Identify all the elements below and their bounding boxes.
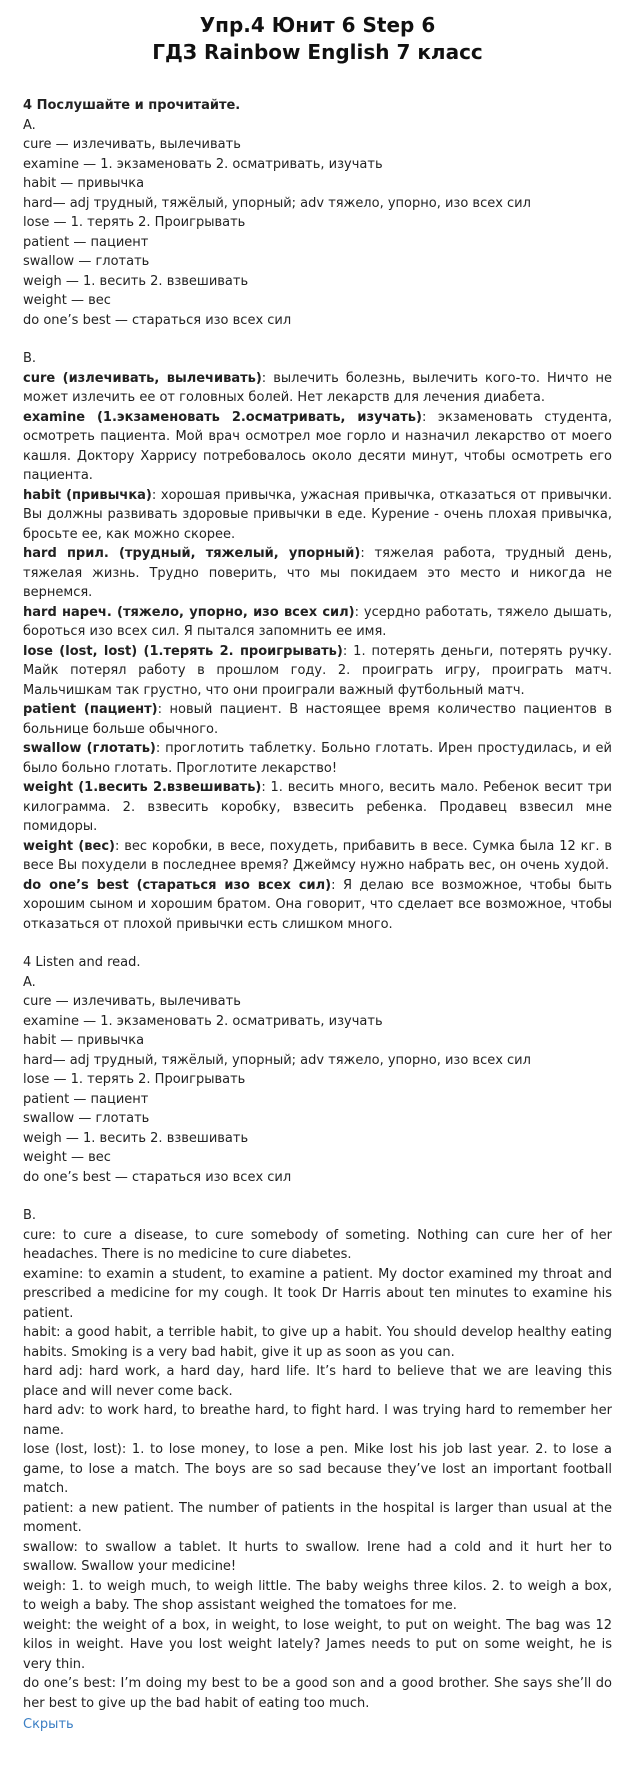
ru-entry-term: examine (1.экзаменовать 2.осматривать, изучать) bbox=[23, 409, 422, 425]
ru-entry bbox=[23, 603, 612, 642]
ru-entry bbox=[23, 837, 612, 876]
en-entry: patient: a new patient. The number of patients in the hospital is larger than usual at the moment. bbox=[23, 1500, 612, 1535]
en-entry: weigh: 1. to weigh much, to weigh little. The baby weighs three kilos. 2. to weigh a box, to weigh a baby. The shop assistant weighed the tomatoes for me. bbox=[23, 1578, 612, 1613]
en-entry: hard adv: to work hard, to breathe hard, to fight hard. I was trying hard to remember her name. bbox=[23, 1403, 612, 1438]
ru-entry-term: hard нареч. (тяжело, упорно, изо всех сил) bbox=[23, 604, 355, 620]
ru-entry bbox=[23, 700, 612, 739]
vocab-item: swallow — глотать bbox=[23, 254, 150, 269]
ru-entry bbox=[23, 486, 612, 545]
vocab-item: do one’s best — стараться изо всех сил bbox=[23, 312, 292, 328]
vocab-item: habit — привычка bbox=[23, 1033, 145, 1048]
ru-heading: 4 Послушайте и прочитайте. bbox=[23, 98, 241, 113]
ru-entry bbox=[23, 739, 612, 778]
vocab-item: lose — 1. терять 2. Проигрывать bbox=[23, 215, 246, 230]
en-entry: weight: the weight of a box, in weight, to lose weight, to put on weight. The bag was 12 kilos in weight. Have you lost weight lately? James needs to put on some weight, he is very thin. bbox=[23, 1617, 612, 1672]
vocab-item: patient — пациент bbox=[23, 234, 149, 250]
en-entry: lose (lost, lost): 1. to lose money, to lose a pen. Mike lost his job last year. 2. to lose a game, to lose a match. The boys are so sad because they’ve lost an important football match. bbox=[23, 1442, 612, 1496]
ru-section bbox=[23, 96, 612, 934]
vocab-item: weigh — 1. весить 2. взвешивать bbox=[23, 1130, 249, 1146]
vocab-item: do one’s best — стараться изо всех сил bbox=[23, 1169, 292, 1185]
vocab-item: hard— adj трудный, тяжёлый, упорный; adv тяжело, упорно, изо всех сил bbox=[23, 1052, 531, 1068]
ru-entry bbox=[23, 408, 612, 486]
title-line-1: Упр.4 Юнит 6 Step 6 bbox=[199, 13, 436, 37]
ru-entry-text: : тяжелая работа, трудный день, тяжелая жизнь. Трудно поверить, что мы покидаем это место и никогда не вернемся. bbox=[23, 546, 612, 600]
ru-entry-text: : экзаменовать студента, осмотреть пациента. Мой врач осмотрел мое горло и назначил лекарство от моего кашля. Доктору Харрису потребовалось около десяти минут, чтобы осмотреть его пациента. bbox=[23, 409, 613, 483]
en-heading: 4 Listen and read. bbox=[23, 955, 141, 970]
ru-b-label: B. bbox=[23, 351, 37, 366]
ru-entries bbox=[23, 369, 612, 935]
vocab-item: examine — 1. экзаменовать 2. осматривать, изучать bbox=[23, 156, 383, 172]
en-b-label: B. bbox=[23, 1208, 37, 1223]
ru-entry-text: : 1. потерять деньги, потерять ручку. Майк потерял работу в прошлом году. 2. проиграть игру, проиграть матч. Мальчишкам так грустно, что они проиграли важный футбольный матч. bbox=[23, 643, 612, 698]
ru-entry-term: do one’s best (стараться изо всех сил) bbox=[23, 877, 332, 893]
ru-entry-term: weight (1.весить 2.взвешивать) bbox=[23, 780, 262, 795]
ru-entry-text: : вес коробки, в весе, похудеть, прибавить в весе. Сумка была 12 кг. в весе Вы похудели в последнее время? Джеймсу нужно набрать вес, он очень худой. bbox=[23, 838, 612, 873]
ru-entry-text: : Я делаю все возможное, чтобы быть хорошим сыном и хорошим братом. Она говорит, что сделает все возможное, чтобы отказаться от плохой привычки есть слишком много. bbox=[23, 877, 612, 932]
en-entry: habit: a good habit, a terrible habit, to give up a habit. You should develop healthy eating habits. Smoking is a very bad habit, give it up as soon as you can. bbox=[23, 1325, 612, 1360]
ru-entry bbox=[23, 642, 612, 701]
ru-entry-text: : вылечить болезнь, вылечить кого-то. Ничто не может излечить ее от головных болей. Нет лекарств для лечения диабета. bbox=[23, 370, 612, 405]
en-entry: hard adj: hard work, a hard day, hard life. It’s hard to believe that we are leaving this place and will never come back. bbox=[23, 1364, 612, 1399]
ru-entry-text: : хорошая привычка, ужасная привычка, отказаться от привычки. Вы должны развивать здоровые привычки в еде. Курение - очень плохая привычка, бросьте ее, как можно скорее. bbox=[23, 487, 612, 542]
ru-entry-term: weight (вес) bbox=[23, 838, 115, 854]
ru-entry-text: : проглотить таблетку. Больно глотать. Ирен простудилась, и ей было больно глотать. Проглотите лекарство! bbox=[23, 741, 612, 776]
hide-link[interactable]: Скрыть bbox=[23, 1717, 74, 1732]
en-entry: cure: to cure a disease, to cure somebody of someting. Nothing can cure her of her headaches. There is no medicine to cure diabetes. bbox=[23, 1227, 612, 1262]
ru-entry-term: habit (привычка) bbox=[23, 487, 152, 503]
vocab-item: weight — вес bbox=[23, 293, 111, 308]
en-a-label: A. bbox=[23, 974, 36, 990]
en-entry: examine: to examin a student, to examine a patient. My doctor examined my throat and prescribed a medicine for my cough. It took Dr Harris about ten minutes to examine his patient. bbox=[23, 1266, 612, 1321]
vocab-item: cure — излечивать, вылечивать bbox=[23, 994, 241, 1009]
ru-vocab-list bbox=[23, 135, 612, 330]
ru-entry-term: hard прил. (трудный, тяжелый, упорный) bbox=[23, 546, 361, 561]
ru-a-label: A. bbox=[23, 117, 36, 133]
vocab-item: cure — излечивать, вылечивать bbox=[23, 137, 241, 152]
vocab-item: swallow — глотать bbox=[23, 1111, 150, 1126]
ru-entry bbox=[23, 544, 612, 603]
ru-entry-text: : усердно работать, тяжело дышать, бороться изо всех сил. Я пытался запомнить ее имя. bbox=[23, 604, 612, 639]
vocab-item: examine — 1. экзаменовать 2. осматривать, изучать bbox=[23, 1013, 383, 1029]
ru-entry-term: swallow (глотать) bbox=[23, 741, 156, 756]
ru-entry-text: : 1. весить много, весить мало. Ребенок весит три килограмма. 2. взвесить коробку, взвесить ребенка. Продавец взвесил мне помидоры. bbox=[23, 780, 612, 834]
ru-entry bbox=[23, 778, 612, 837]
vocab-item: weigh — 1. весить 2. взвешивать bbox=[23, 273, 249, 289]
ru-entry-term: cure (излечивать, вылечивать) bbox=[23, 370, 262, 386]
vocab-item: lose — 1. терять 2. Проигрывать bbox=[23, 1072, 246, 1087]
vocab-item: hard— adj трудный, тяжёлый, упорный; adv тяжело, упорно, изо всех сил bbox=[23, 195, 531, 211]
en-entry: swallow: to swallow a tablet. It hurts to swallow. Irene had a cold and it hurt her to swallow. Swallow your medicine! bbox=[23, 1539, 612, 1574]
title-line-2: ГДЗ Rainbow English 7 класс bbox=[152, 40, 483, 64]
en-vocab-list bbox=[23, 992, 612, 1187]
ru-entry-term: patient (пациент) bbox=[23, 702, 158, 717]
en-entries bbox=[23, 1226, 612, 1714]
ru-entry bbox=[23, 876, 612, 935]
vocab-item: habit — привычка bbox=[23, 176, 145, 191]
en-section bbox=[23, 953, 612, 1713]
ru-entry-term: lose (lost, lost) (1.терять 2. проигрывать) bbox=[23, 643, 343, 659]
vocab-item: patient — пациент bbox=[23, 1091, 149, 1107]
en-entry: do one’s best: I’m doing my best to be a good son and a good brother. She says she’ll do her best to give up the bad habit of eating too much. bbox=[23, 1676, 612, 1711]
page-title bbox=[23, 12, 612, 66]
ru-entry-text: : новый пациент. В настоящее время количество пациентов в больнице больше обычного. bbox=[23, 702, 612, 737]
ru-entry bbox=[23, 369, 612, 408]
vocab-item: weight — вес bbox=[23, 1150, 111, 1165]
